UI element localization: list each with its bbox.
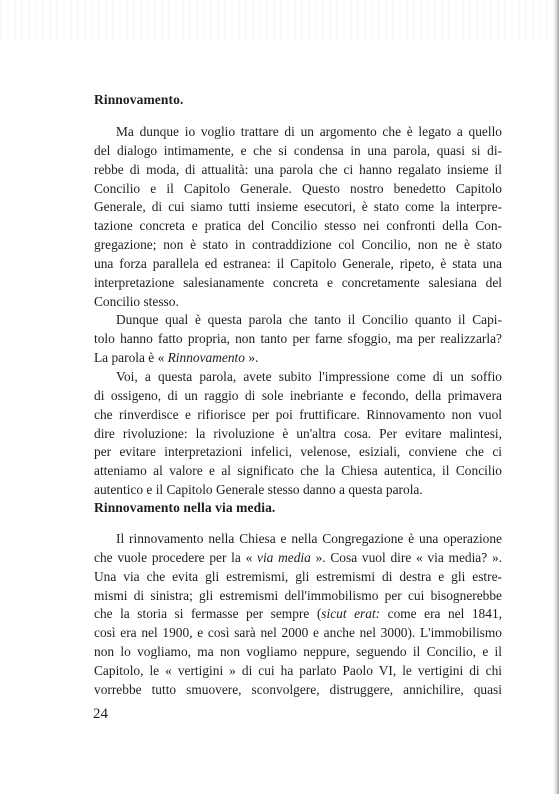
text-line: che rinverdisce e rifiorisce per poi fruttificare. Rinnovamento non vuol bbox=[94, 406, 502, 422]
text-line: Voi, a questa parola, avete subito l'impressione come di un soffio bbox=[116, 369, 502, 384]
text-line: atteniamo al valore e al significato che la Chiesa autentica, il Concilio bbox=[94, 463, 502, 479]
scan-noise-top bbox=[0, 0, 559, 40]
text-line: tazione concreta e pratica del Concilio stesso nei confronti della Con- bbox=[94, 218, 502, 234]
text-line: Concilio stesso. bbox=[94, 293, 179, 309]
text-line: che vuole procedere per la « via media ». Cosa vuol dire « via media? ». bbox=[94, 549, 502, 565]
text-line: Il rinnovamento nella Chiesa e nella Congregazione è una operazione bbox=[116, 531, 502, 546]
text-line: autentico e il Capitolo Generale stesso danno a questa parola. bbox=[94, 482, 423, 498]
text-line: Generale, di cui siamo tutti insieme esecutori, è stato come la interpre- bbox=[94, 199, 502, 215]
text-line: La parola è « Rinnovamento ». bbox=[94, 349, 259, 365]
text-line: tolo hanno fatto propria, non tanto per farne sfoggio, ma per realizzarla? bbox=[94, 330, 502, 346]
text-line: per evitare interpretazioni infelici, velenose, esiziali, conviene che ci bbox=[94, 444, 502, 460]
text-line: mismi di sinistra; gli estremismi dell'immobilismo per cui bisognerebbe bbox=[94, 587, 502, 603]
text-line: del dialogo intimamente, e che si condensa in una parola, quasi si di- bbox=[94, 142, 502, 158]
text-line: non lo vogliamo, ma non vogliamo neppure, seguendo il Concilio, e il bbox=[94, 644, 502, 660]
text-line: Capitolo, le « vertigini » di cui ha parlato Paolo VI, le vertigini di chi bbox=[94, 662, 502, 678]
paragraph-3 bbox=[94, 368, 502, 500]
page-number: 24 bbox=[93, 706, 108, 722]
text-line: gregazione; non è stato in contraddizione col Concilio, non ne è stato bbox=[94, 237, 502, 253]
text-line: di ossigeno, di un raggio di sole inebriante e fecondo, della primavera bbox=[94, 387, 502, 403]
paragraph-2 bbox=[94, 311, 502, 368]
text-line: rebbe di moda, di attualità: una parola che ci hanno regalato insieme il bbox=[94, 161, 502, 177]
text-line: una forza parallela ed estranea: il Capitolo Generale, ripeto, è stata una bbox=[94, 255, 502, 271]
scan-shadow-right-edge bbox=[553, 0, 559, 794]
text-line: Dunque qual è questa parola che tanto il Concilio quanto il Capi- bbox=[116, 312, 502, 327]
text-line: dire rivoluzione: la rivoluzione è un'altra cosa. Per evitare malintesi, bbox=[94, 425, 502, 441]
section-heading-via-media: Rinnovamento nella via media. bbox=[94, 500, 276, 515]
text-line: così era nel 1900, e così sarà nel 2000 e anche nel 3000). L'immobilismo bbox=[94, 625, 502, 641]
text-line: Ma dunque io voglio trattare di un argomento che è legato a quello bbox=[116, 124, 502, 139]
text-line: interpretazione salesianamente concreta e concretamente salesiana del bbox=[94, 274, 502, 290]
paragraph-1 bbox=[94, 123, 502, 311]
paragraph-4 bbox=[94, 530, 502, 700]
text-line: Concilio e il Capitolo Generale. Questo nostro benedetto Capitolo bbox=[94, 180, 502, 196]
text-line: vorrebbe tutto smuovere, sconvolgere, distruggere, annichilire, quasi bbox=[94, 681, 502, 697]
text-line: che la storia si fermasse per sempre (sicut erat: come era nel 1841, bbox=[94, 606, 502, 622]
text-line: Una via che evita gli estremismi, gli estremismi di destra e gli estre- bbox=[94, 568, 502, 584]
section-heading-rinnovamento: Rinnovamento. bbox=[94, 92, 184, 107]
